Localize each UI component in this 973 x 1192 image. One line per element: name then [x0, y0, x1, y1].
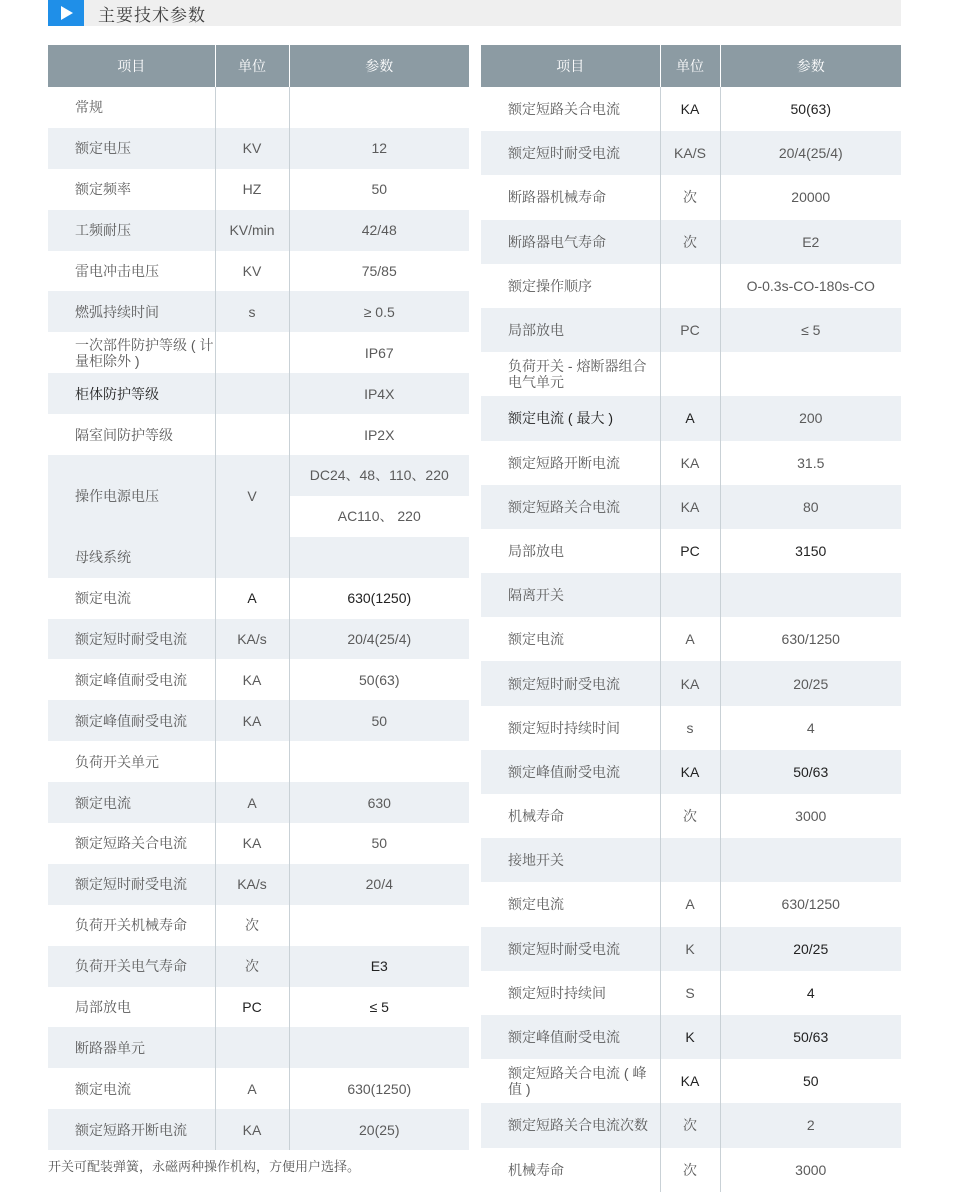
- play-arrow-icon: [48, 0, 84, 26]
- table-row: [48, 619, 469, 660]
- row-param: DC24、48、110、220: [289, 455, 469, 496]
- row-item: 负荷开关机械寿命: [48, 905, 215, 946]
- left-spec-table: [48, 45, 469, 1150]
- row-item: 断路器机械寿命: [481, 175, 660, 219]
- row-item: 额定短时耐受电流: [48, 619, 215, 660]
- row-param: [720, 838, 901, 882]
- table-row: [48, 946, 469, 987]
- row-param: [289, 87, 469, 128]
- header-item: 项目: [48, 45, 215, 87]
- row-unit: 次: [215, 946, 289, 987]
- row-unit: KA/s: [215, 619, 289, 660]
- header-item: 项目: [481, 45, 660, 87]
- row-unit: 次: [660, 220, 720, 264]
- table-row: [481, 706, 901, 750]
- table-row: [481, 573, 901, 617]
- row-param-secondary: AC110、 220: [289, 496, 469, 537]
- row-unit: [660, 573, 720, 617]
- row-item: 工频耐压: [48, 210, 215, 251]
- row-param: 2: [720, 1103, 901, 1147]
- header-param: 参数: [289, 45, 469, 87]
- table-row: [481, 485, 901, 529]
- row-unit: KA: [215, 823, 289, 864]
- row-param: 630(1250): [347, 1080, 412, 1097]
- row-param: 630: [289, 782, 469, 823]
- table-row: [48, 987, 469, 1028]
- row-item: 额定短路开断电流: [48, 1109, 215, 1150]
- row-unit: [215, 414, 289, 455]
- row-item: 局部放电: [481, 529, 660, 573]
- row-param: 630(1250): [347, 590, 412, 607]
- row-unit: KA: [215, 700, 289, 741]
- row-param: 50: [371, 835, 388, 852]
- row-item: 额定短路关合电流: [48, 823, 215, 864]
- row-param: ≤ 5: [720, 308, 901, 352]
- header-unit: 单位: [660, 45, 720, 87]
- row-item: 额定频率: [48, 169, 215, 210]
- row-item: 额定短时耐受电流: [481, 661, 660, 705]
- row-unit: K: [660, 1015, 720, 1059]
- table-row: [481, 1059, 901, 1103]
- row-item: 雷电冲击电压: [48, 251, 215, 292]
- row-item: 额定峰值耐受电流: [481, 1015, 660, 1059]
- row-param: 20/4(25/4): [720, 131, 901, 175]
- row-item: 额定电压: [48, 128, 215, 169]
- footnote: 开关可配装弹簧，永磁两种操作机构，方便用户选择。: [48, 1159, 361, 1174]
- row-unit: 次: [660, 794, 720, 838]
- table-row: [481, 131, 901, 175]
- row-param: 20/4(25/4): [289, 619, 469, 660]
- row-unit: [215, 373, 289, 414]
- table-row: [481, 175, 901, 219]
- row-param: 50: [371, 181, 388, 198]
- row-param: IP2X: [364, 426, 395, 443]
- row-item: 常规: [48, 87, 215, 128]
- table-row: [48, 823, 469, 864]
- table-row: [48, 210, 469, 251]
- row-param: E2: [720, 220, 901, 264]
- table-row: [48, 782, 469, 823]
- row-param: O-0.3s-CO-180s-CO: [746, 277, 875, 294]
- row-unit: A: [215, 782, 289, 823]
- right-spec-table: [481, 45, 901, 1192]
- row-item: 额定操作顺序: [481, 264, 660, 308]
- row-item: 额定电流 ( 最大 ): [481, 396, 660, 440]
- table-row: [481, 927, 901, 971]
- table-row: [48, 291, 469, 332]
- row-unit: KA: [660, 661, 720, 705]
- table-row: [48, 537, 469, 578]
- row-param: [720, 573, 901, 617]
- table-row: [481, 794, 901, 838]
- row-item: 燃弧持续时间: [48, 291, 215, 332]
- row-unit: A: [215, 578, 289, 619]
- row-item: 额定短时耐受电流: [481, 927, 660, 971]
- row-unit: KA: [215, 659, 289, 700]
- row-item: 隔室间防护等级: [48, 414, 215, 455]
- row-unit: [215, 1027, 289, 1068]
- row-param: 50: [289, 700, 469, 741]
- row-unit: KV/min: [215, 210, 289, 251]
- row-unit: A: [660, 882, 720, 926]
- table-row: [481, 838, 901, 882]
- row-param: 75/85: [361, 263, 397, 279]
- row-item: 断路器单元: [48, 1027, 215, 1068]
- row-param: 50: [802, 1073, 819, 1090]
- table-row: [48, 864, 469, 905]
- table-row: [48, 905, 469, 946]
- row-item: 负荷开关电气寿命: [48, 946, 215, 987]
- row-unit: [215, 537, 289, 578]
- table-row: [481, 529, 901, 573]
- table-row: [481, 882, 901, 926]
- table-row: [481, 308, 901, 352]
- row-unit: KA: [660, 485, 720, 529]
- row-unit: KA: [215, 1109, 289, 1150]
- row-unit: [215, 741, 289, 782]
- row-item: 一次部件防护等级 ( 计量柜除外 ): [48, 332, 215, 373]
- row-unit: KV: [215, 251, 289, 292]
- table-row: [48, 373, 469, 414]
- row-param: 3000: [795, 808, 827, 825]
- row-unit: [215, 332, 289, 373]
- table-row: [48, 1027, 469, 1068]
- row-unit: 次: [660, 1103, 720, 1147]
- row-item: 隔离开关: [481, 573, 660, 617]
- row-param: 200: [720, 396, 901, 440]
- table-row: [481, 1015, 901, 1059]
- row-unit: [215, 87, 289, 128]
- row-unit: s: [660, 706, 720, 750]
- table-row: [48, 251, 469, 292]
- row-unit: V: [215, 455, 289, 537]
- row-item: 局部放电: [481, 308, 660, 352]
- row-unit: A: [660, 396, 720, 440]
- row-item: 断路器电气寿命: [481, 220, 660, 264]
- table-row: [48, 700, 469, 741]
- row-item: 额定短时耐受电流: [48, 864, 215, 905]
- row-item: 额定短路开断电流: [481, 441, 660, 485]
- row-param: 50(63): [790, 101, 831, 118]
- row-unit: [660, 264, 720, 308]
- row-item: 机械寿命: [481, 794, 660, 838]
- table-row: [481, 396, 901, 440]
- table-header-row: [48, 45, 469, 87]
- table-row: [481, 220, 901, 264]
- row-unit: PC: [660, 308, 720, 352]
- row-unit: KA: [660, 750, 720, 794]
- row-item: 额定峰值耐受电流: [48, 700, 215, 741]
- row-param: [289, 741, 469, 782]
- table-row: [48, 87, 469, 128]
- table-row: [481, 264, 901, 308]
- row-unit: KA: [660, 87, 720, 131]
- row-unit: A: [660, 617, 720, 661]
- table-row: [48, 1109, 469, 1150]
- row-unit: KV: [215, 128, 289, 169]
- row-item: 额定峰值耐受电流: [481, 750, 660, 794]
- row-param: IP4X: [289, 373, 469, 414]
- row-unit: KA/S: [660, 131, 720, 175]
- row-item: 额定短路关合电流: [481, 87, 660, 131]
- row-param: 12: [289, 128, 469, 169]
- row-unit: K: [660, 927, 720, 971]
- row-item: 额定短时持续时间: [481, 706, 660, 750]
- table-row: [481, 617, 901, 661]
- row-param: IP67: [364, 344, 394, 361]
- row-param: 4: [806, 719, 815, 736]
- table-row: [48, 455, 469, 496]
- table-row: [48, 414, 469, 455]
- row-param: 630/1250: [781, 631, 840, 648]
- row-unit: HZ: [215, 169, 289, 210]
- row-param: 80: [720, 485, 901, 529]
- row-item: 额定短路关合电流 ( 峰值 ): [481, 1059, 660, 1103]
- row-param: 42/48: [289, 210, 469, 251]
- row-param: E3: [289, 946, 469, 987]
- row-item: 额定短路关合电流次数: [481, 1103, 660, 1147]
- table-row: [481, 1148, 901, 1192]
- row-item: 负荷开关 - 熔断器组合电气单元: [481, 352, 660, 396]
- row-item: 额定短路关合电流: [481, 485, 660, 529]
- row-unit: KA/s: [215, 864, 289, 905]
- row-param: 4: [806, 984, 815, 1001]
- row-item: 操作电源电压: [48, 455, 215, 537]
- table-row: [48, 169, 469, 210]
- row-item: 母线系统: [48, 537, 215, 578]
- row-param: 20(25): [289, 1109, 469, 1150]
- row-unit: 次: [215, 905, 289, 946]
- row-item: 额定电流: [481, 882, 660, 926]
- table-row: [48, 578, 469, 619]
- row-unit: S: [660, 971, 720, 1015]
- header-param: 参数: [720, 45, 901, 87]
- row-param: 50/63: [720, 750, 901, 794]
- row-param: 50(63): [359, 671, 400, 688]
- row-item: 机械寿命: [481, 1148, 660, 1192]
- row-unit: A: [215, 1068, 289, 1109]
- row-param: [289, 537, 469, 578]
- row-param: ≤ 5: [369, 999, 389, 1016]
- table-row: [481, 441, 901, 485]
- row-item: 额定短时持续间: [481, 971, 660, 1015]
- table-row: [481, 750, 901, 794]
- row-param: 630/1250: [781, 896, 840, 913]
- row-param: [289, 905, 469, 946]
- row-param: 20000: [791, 189, 831, 206]
- row-item: 负荷开关单元: [48, 741, 215, 782]
- row-item: 额定电流: [48, 1068, 215, 1109]
- row-param: 20/4: [289, 864, 469, 905]
- row-item: 额定电流: [481, 617, 660, 661]
- row-item: 柜体防护等级: [48, 373, 215, 414]
- section-title: 主要技术参数: [98, 5, 206, 25]
- row-param: 50/63: [720, 1015, 901, 1059]
- table-row: [48, 741, 469, 782]
- table-row: [48, 659, 469, 700]
- row-unit: s: [215, 291, 289, 332]
- row-param: 3150: [795, 542, 827, 559]
- row-param: 20/25: [720, 661, 901, 705]
- row-item: 额定短时耐受电流: [481, 131, 660, 175]
- row-unit: PC: [215, 987, 289, 1028]
- row-param: ≥ 0.5: [289, 291, 469, 332]
- row-param: 3000: [795, 1161, 827, 1178]
- row-unit: PC: [660, 529, 720, 573]
- row-unit: 次: [660, 1148, 720, 1192]
- table-row: [481, 352, 901, 396]
- row-unit: [660, 352, 720, 396]
- table-row: [481, 1103, 901, 1147]
- row-param: 31.5: [797, 454, 825, 471]
- section-header: [48, 0, 901, 26]
- row-unit: [660, 838, 720, 882]
- table-row: [481, 971, 901, 1015]
- row-item: 额定电流: [48, 782, 215, 823]
- table-row: [48, 332, 469, 373]
- row-param: [289, 1027, 469, 1068]
- table-row: [481, 87, 901, 131]
- table-row: [481, 661, 901, 705]
- row-unit: KA: [660, 1059, 720, 1103]
- row-unit: KA: [660, 441, 720, 485]
- row-item: 额定电流: [48, 578, 215, 619]
- row-item: 接地开关: [481, 838, 660, 882]
- row-item: 额定峰值耐受电流: [48, 659, 215, 700]
- row-param: [720, 352, 901, 396]
- row-item: 局部放电: [48, 987, 215, 1028]
- table-header-row: [481, 45, 901, 87]
- table-row: [48, 128, 469, 169]
- header-unit: 单位: [215, 45, 289, 87]
- table-row: [48, 1068, 469, 1109]
- row-unit: 次: [660, 175, 720, 219]
- row-param: 20/25: [720, 927, 901, 971]
